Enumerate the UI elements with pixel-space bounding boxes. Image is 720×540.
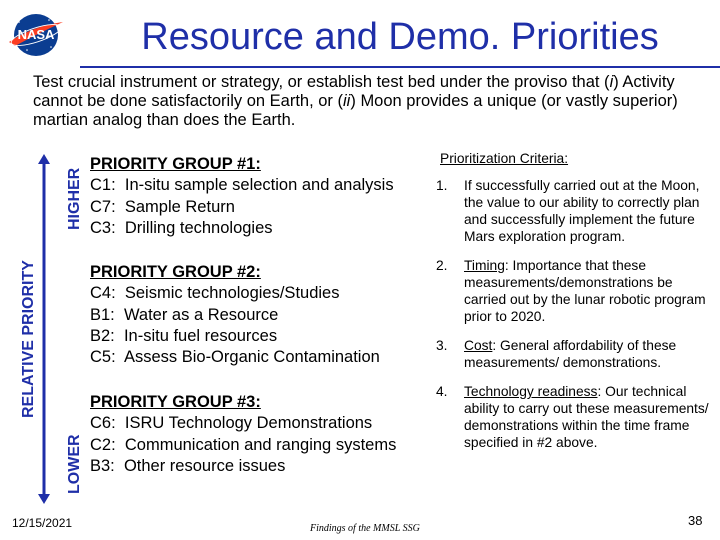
list-item: C3: Drilling technologies bbox=[90, 218, 273, 237]
list-item: C7: Sample Return bbox=[90, 197, 235, 216]
list-item: C5: Assess Bio-Organic Contamination bbox=[90, 348, 380, 367]
list-item: C1: In-situ sample selection and analysis bbox=[90, 176, 394, 195]
logo-text: NASA bbox=[17, 27, 55, 42]
criteria-item: 4. Technology readiness: Our technical ability to carry out these measurements/ demonstrations within the time frame specified in #2 above. bbox=[436, 384, 709, 450]
criteria-item: 1. If successfully carried out at the Moon, the value to our ability to correctly plan and successfully implement the future Mars exploration program. bbox=[436, 178, 700, 244]
list-item: B3: Other resource issues bbox=[90, 456, 286, 475]
footer-date: 12/15/2021 bbox=[12, 516, 73, 530]
footer-source: Findings of the MMSL SSG bbox=[310, 523, 420, 534]
higher-label: HIGHER bbox=[66, 167, 83, 230]
priority-group-3 bbox=[90, 392, 396, 477]
title-divider bbox=[80, 66, 720, 68]
list-item: C2: Communication and ranging systems bbox=[90, 435, 397, 454]
nasa-logo bbox=[5, 12, 67, 58]
criteria-item: 3. Cost: General affordability of these measurements/ demonstrations. bbox=[436, 338, 677, 370]
priority-group-1 bbox=[90, 154, 394, 239]
list-item: B1: Water as a Resource bbox=[90, 305, 279, 324]
criteria-item: 2. Timing: Importance that these measurements/demonstrations be carried out by the lunar robotic program prior to 2020. bbox=[436, 258, 706, 324]
list-item: C6: ISRU Technology Demonstrations bbox=[90, 414, 373, 433]
priority-axis-arrow-icon bbox=[38, 154, 50, 504]
priority-group-2 bbox=[90, 262, 380, 368]
page-title: Resource and Demo. Priorities bbox=[141, 16, 659, 58]
relative-priority-label: RELATIVE PRIORITY bbox=[20, 260, 37, 418]
intro-text: Test crucial instrument or strategy, or establish test bed under the proviso that (i) Activity cannot be done satisfactorily on Earth, or (ii) Moon provides a unique (or vastly superior) martian analog than does the Earth. bbox=[33, 73, 678, 129]
group-title: PRIORITY GROUP #2: bbox=[90, 263, 261, 281]
list-item: B2: In-situ fuel resources bbox=[90, 326, 278, 345]
lower-label: LOWER bbox=[66, 434, 83, 494]
page-number: 38 bbox=[688, 513, 703, 528]
criteria-heading: Prioritization Criteria: bbox=[440, 151, 569, 166]
prioritization-criteria bbox=[430, 150, 712, 463]
group-title: PRIORITY GROUP #1: bbox=[90, 155, 261, 173]
group-title: PRIORITY GROUP #3: bbox=[90, 393, 261, 411]
list-item: C4: Seismic technologies/Studies bbox=[90, 284, 340, 303]
